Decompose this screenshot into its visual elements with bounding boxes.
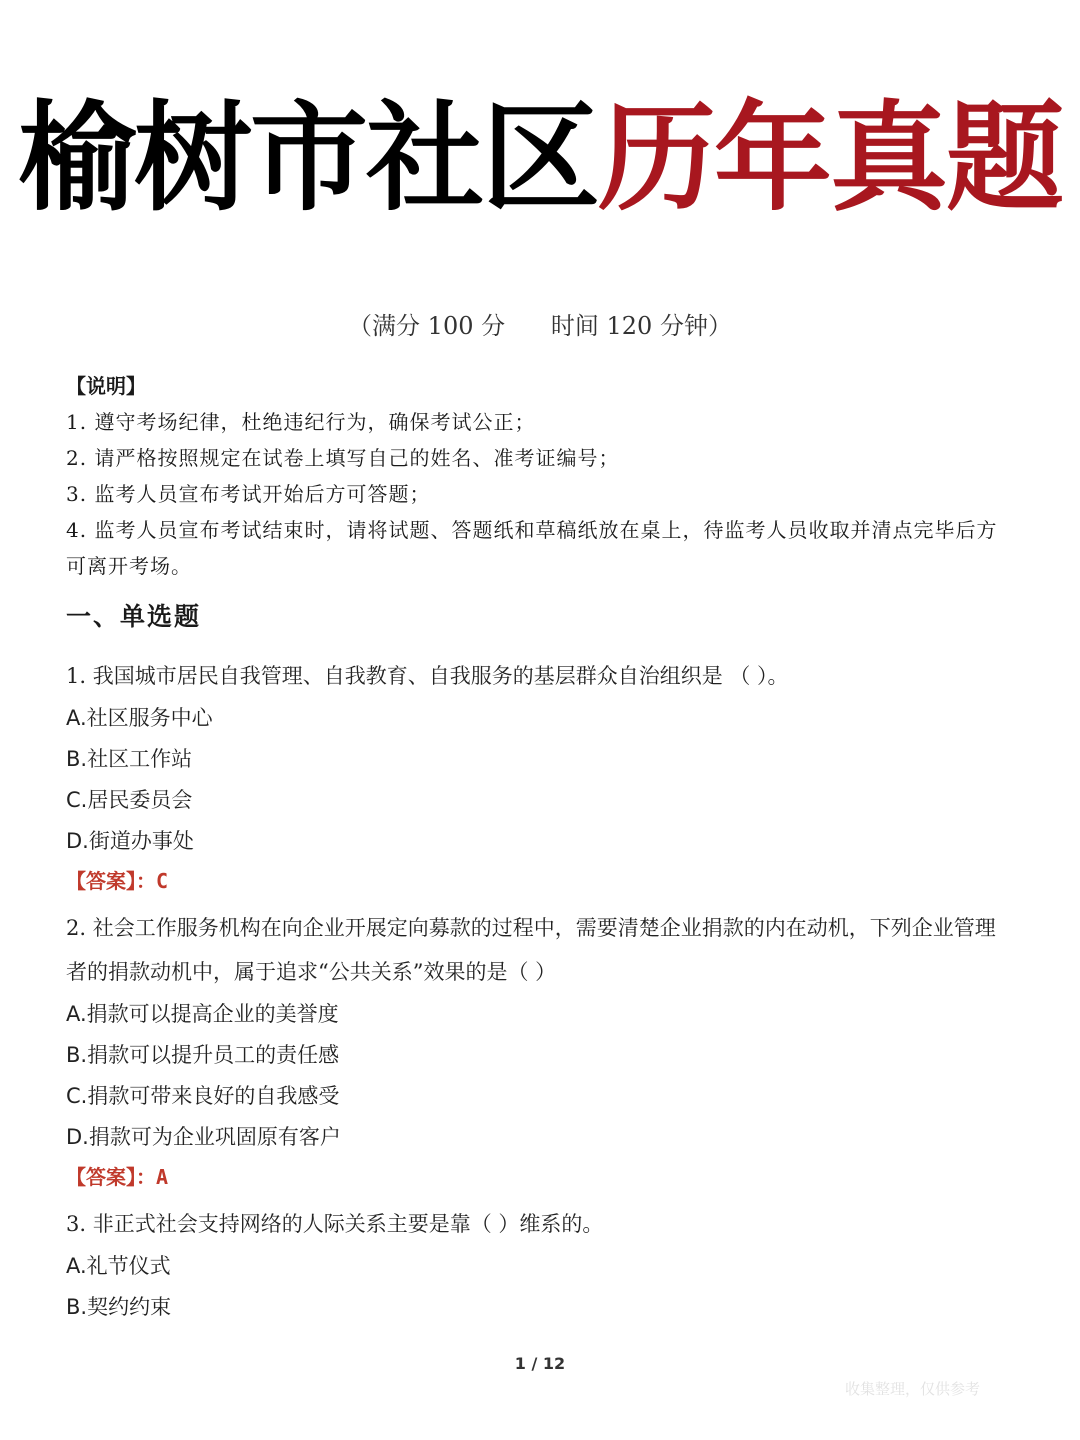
question-text: 2. 社会工作服务机构在向企业开展定向募款的过程中，需要清楚企业捐款的内在动机，下列企业管理者的捐款动机中，属于追求“公共关系”效果的是（ ） [66,916,996,984]
answer-line [66,862,1016,900]
exam-subtitle: （满分 100 分 时间 120 分钟） [348,312,732,340]
note-item: 1. 遵守考场纪律，杜绝违纪行为，确保考试公正； [66,410,536,434]
question-text: 1. 我国城市居民自我管理、自我教育、自我服务的基层群众自治组织是 （ ）。 [66,664,789,688]
answer-label: 【答案】： [66,869,156,893]
option-c: C.捐款可带来良好的自我感受 [66,1084,340,1108]
question-block [66,906,1016,1196]
note-item: 3. 监考人员宣布考试开始后方可答题； [66,482,431,506]
notes-heading: 【说明】 [66,374,146,398]
page-number: 1 / 12 [514,1354,566,1373]
option-b: B.捐款可以提升员工的责任感 [66,1043,340,1067]
option-d: D.街道办事处 [66,829,194,853]
option-d: D.捐款可为企业巩固原有客户 [66,1125,341,1149]
question-block [66,654,1016,900]
banner-title-red: 历年真题 [598,89,1063,227]
option-b: B.契约约束 [66,1295,172,1319]
section-heading: 一、单选题 [66,602,202,631]
option-c: C.居民委员会 [66,788,193,812]
page-banner-title [0,88,1080,228]
answer-line [66,1158,1016,1196]
question-block [66,1202,1016,1328]
banner-title-black: 榆树市社区 [17,89,598,227]
option-a: A.捐款可以提高企业的美誉度 [66,1002,339,1026]
answer-label: 【答案】： [66,1165,156,1189]
answer-value: C [156,869,169,893]
note-item: 2. 请严格按照规定在试卷上填写自己的姓名、准考证编号； [66,446,620,470]
answer-value: A [156,1165,169,1189]
option-a: A.社区服务中心 [66,706,213,730]
note-item: 4. 监考人员宣布考试结束时，请将试题、答题纸和草稿纸放在桌上，待监考人员收取并清点完毕后方可离开考场。 [66,518,998,578]
question-text: 3. 非正式社会支持网络的人际关系主要是靠（ ）维系的。 [66,1212,604,1236]
exam-content [66,368,1016,1328]
option-b: B.社区工作站 [66,747,193,771]
watermark-text: 收集整理，仅供参考 [845,1380,981,1398]
option-a: A.礼节仪式 [66,1254,171,1278]
